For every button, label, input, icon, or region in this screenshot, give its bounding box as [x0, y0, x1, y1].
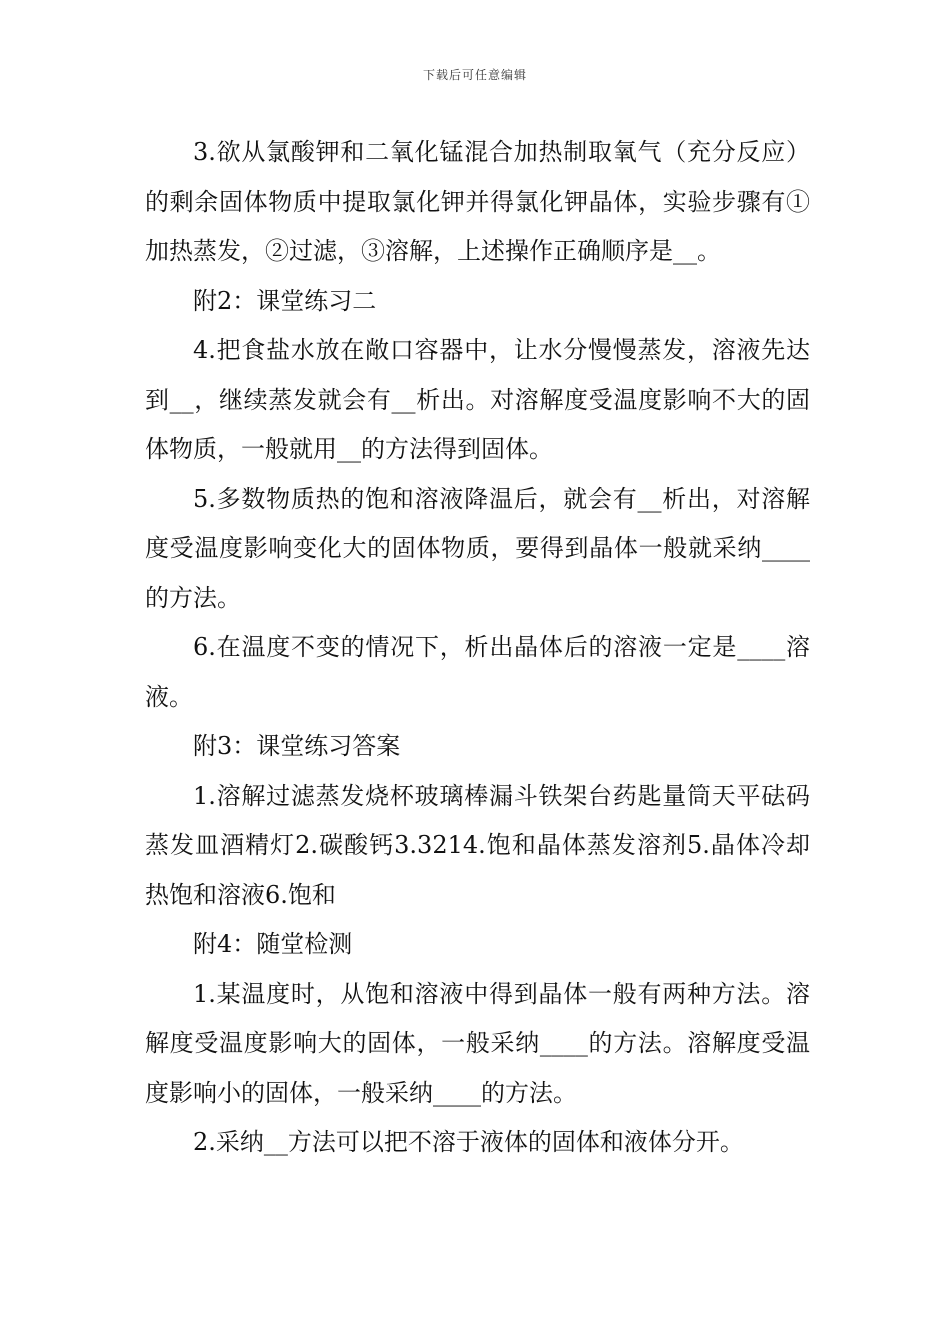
section-heading-appendix-4: 附4：随堂检测 [193, 930, 353, 958]
question-3: 3.欲从氯酸钾和二氧化锰混合加热制取氧气（充分反应）的剩余固体物质中提取氯化钾并得氯化钾晶体，实验步骤有①加热蒸发，②过滤，③溶解，上述操作正确顺序是__。 [145, 138, 810, 265]
quiz-question-1: 1.某温度时，从饱和溶液中得到晶体一般有两种方法。溶解度受温度影响大的固体，一般采纳____的方法。溶解度受温度影响小的固体，一般采纳____的方法。 [145, 979, 810, 1107]
question-6: 6.在温度不变的情况下，析出晶体后的溶液一定是____溶液。 [145, 633, 810, 711]
section-heading-appendix-2: 附2：课堂练习二 [193, 286, 377, 315]
page-header-note: 下载后可任意编辑 [422, 68, 527, 82]
question-4: 4.把食盐水放在敞口容器中，让水分慢慢蒸发，溶液先达到__，继续蒸发就会有__析出。对溶解度受温度影响不大的固体物质，一般就用__的方法得到固体。 [145, 336, 810, 463]
quiz-question-2: 2.采纳__方法可以把不溶于液体的固体和液体分开。 [193, 1128, 744, 1156]
section-heading-appendix-3: 附3：课堂练习答案 [193, 732, 401, 760]
question-5: 5.多数物质热的饱和溶液降温后，就会有__析出，对溶解度受温度影响变化大的固体物质，要得到晶体一般就采纳____的方法。 [145, 484, 810, 612]
document-body [145, 128, 810, 1168]
answers-paragraph: 1.溶解过滤蒸发烧杯玻璃棒漏斗铁架台药匙量筒天平砝码蒸发皿酒精灯2.碳酸钙3.3214.饱和晶体蒸发溶剂5.晶体冷却热饱和溶液6.饱和 [145, 781, 810, 909]
